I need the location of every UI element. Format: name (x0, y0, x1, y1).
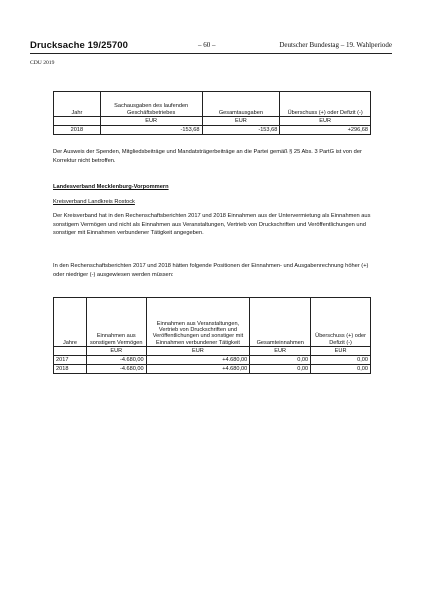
unit-cell: EUR (280, 117, 371, 126)
drucksache-number: 19/25700 (87, 40, 129, 51)
publisher: Deutscher Bundestag – 19. Wahlperiode (279, 41, 392, 49)
value-cell: 0,00 (311, 365, 371, 374)
column-header: Einnahmen aus sonstigem Vermögen (86, 298, 146, 347)
paragraph-donations-note: Der Ausweis der Spenden, Mitgliedsbeiträge und Mandatsträgerbeiträge an die Partei gemäß § 25 Abs. 3 PartG ist von der Korrektur nicht betroffen. (53, 149, 362, 164)
value-cell: 0,00 (250, 365, 311, 374)
column-header: Gesamtausgaben (202, 92, 280, 117)
correction-table-2018 (53, 91, 371, 135)
value-cell: +296,68 (280, 126, 371, 135)
table-row (54, 126, 371, 135)
table-row (54, 365, 371, 374)
column-header: Jahr (54, 92, 101, 117)
drucksache-label (30, 40, 128, 51)
column-header: Sachausgaben des laufenden Geschäftsbetriebes (100, 92, 202, 117)
table-row (54, 356, 371, 365)
value-cell: -153,68 (100, 126, 202, 135)
unit-cell (54, 117, 101, 126)
value-cell: +4.680,00 (146, 365, 250, 374)
value-cell: -153,68 (202, 126, 280, 135)
correction-table-2017-2018 (53, 297, 371, 374)
unit-cell: EUR (146, 347, 250, 356)
value-cell: 0,00 (250, 356, 311, 365)
subsection-heading: Kreisverband Landkreis Rostock (53, 199, 135, 205)
value-cell: +4.680,00 (146, 356, 250, 365)
header-rule (30, 53, 392, 54)
page-number: – 60 – (198, 41, 216, 49)
column-header: Gesamteinnahmen (250, 298, 311, 347)
table-unit-row (54, 117, 371, 126)
year-cell: 2018 (54, 126, 101, 135)
drucksache-title: Drucksache (30, 40, 85, 51)
unit-cell: EUR (100, 117, 202, 126)
unit-cell: EUR (202, 117, 280, 126)
value-cell: -4.680,00 (86, 365, 146, 374)
table-header-row (54, 92, 371, 117)
paragraph-kreisverband: Der Kreisverband hat in den Rechenschaftsberichten 2017 und 2018 Einnahmen aus der Untervermietung als Einnahmen aus sonstigem Vermögen und nicht als Einnahmen aus Veranstaltungen, Vertrieb von Druckschriften und Veröffentlichungen und sonstiger mit Einnahmen verbundener Tätigkeit angegeben. (53, 213, 371, 237)
unit-cell: EUR (311, 347, 371, 356)
page-header (30, 40, 392, 52)
column-header: Überschuss (+) oder Defizit (-) (311, 298, 371, 347)
unit-cell: EUR (250, 347, 311, 356)
value-cell: -4.680,00 (86, 356, 146, 365)
table-header-row (54, 298, 371, 347)
year-cell: 2018 (54, 365, 87, 374)
value-cell: 0,00 (311, 356, 371, 365)
unit-cell (54, 347, 87, 356)
column-header: Jahre (54, 298, 87, 347)
table-unit-row (54, 347, 371, 356)
column-header: Überschuss (+) oder Defizit (-) (280, 92, 371, 117)
section-heading: Landesverband Mecklenburg-Vorpommern (53, 184, 169, 190)
unit-cell: EUR (86, 347, 146, 356)
year-cell: 2017 (54, 356, 87, 365)
document-reference: CDU 2019 (30, 60, 55, 66)
column-header: Einnahmen aus Veranstaltungen, Vertrieb von Druckschriften und Veröffentlichungen und sonstiger mit Einnahmen verbundener Tätigkeit (146, 298, 250, 347)
paragraph-positions: In den Rechenschaftsberichten 2017 und 2018 hätten folgende Positionen der Einnahmen- und Ausgabenrechnung höher (+) oder niedriger (-) ausgewiesen werden müssen: (53, 263, 369, 278)
